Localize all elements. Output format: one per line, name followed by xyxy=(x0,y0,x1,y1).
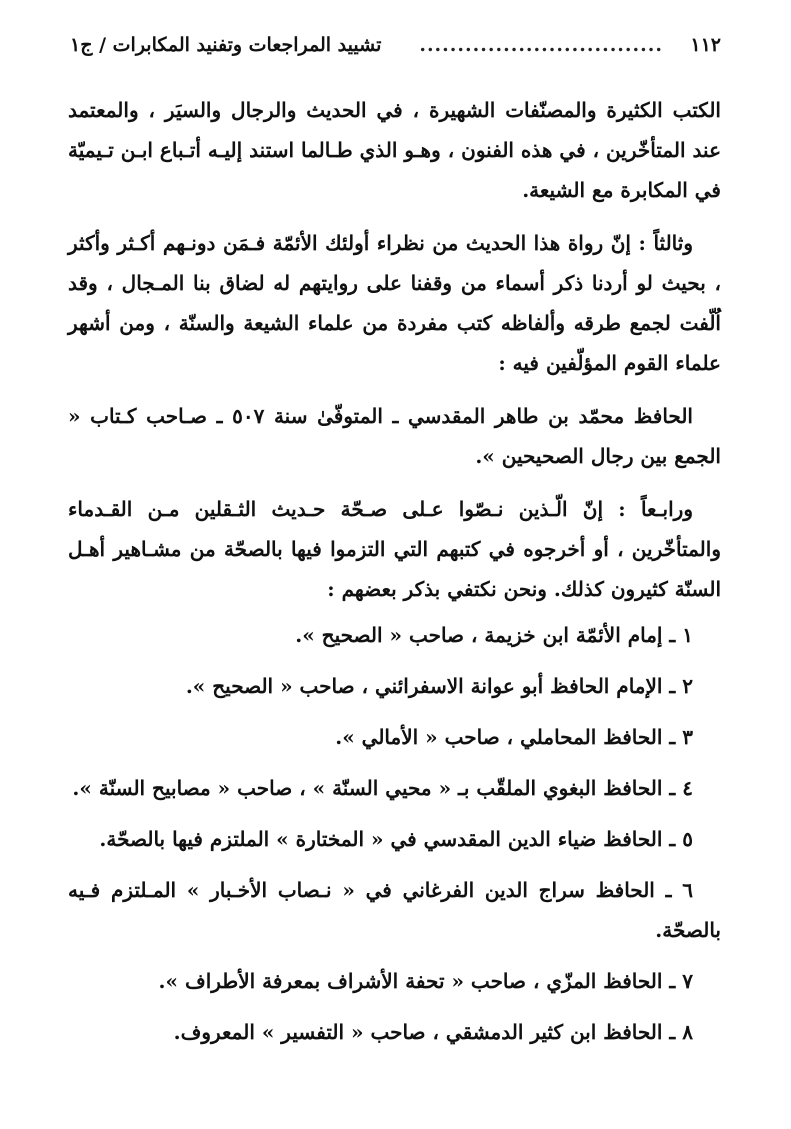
header-dot-leader: ................................ xyxy=(419,34,663,56)
page-body xyxy=(68,90,721,1058)
book-title: تشييد المراجعات وتفنيد المكابرات / ج١ xyxy=(70,34,382,56)
list-item: ٨ ـ الحافظ ابن كثير الدمشقي ، صاحب « التفسير » المعروف. xyxy=(173,1020,693,1044)
list-item: ٥ ـ الحافظ ضياء الدين المقدسي في « المختارة » الملتزم فيها بالصحّة. xyxy=(99,827,693,851)
list-item: ١ ـ إمام الأئمّة ابن خزيمة ، صاحب « الصحيح ». xyxy=(295,623,693,647)
paragraph-thirdly: وثالثاً : إنّ رواة هذا الحديث من نظراء أولئك الأئمّة فـمَن دونـهم أكـثر وأكثر ، بحيث لو أردنا ذكر أسماء من وقفنا على روايتهم له لضاق بنا المـجال ، وقد اُلّفت لجمع طرقه وألفاظه كتب مفردة من علماء الشيعة والسنّة ، ومن أشهر علماء القوم المؤلّفين فيه : xyxy=(68,231,721,375)
paragraph-continuation: الكتب الكثيرة والمصنّفات الشهيرة ، في الحديث والرجال والسيَر ، والمعتمد عند المتأخّرين ، في هذه الفنون ، وهـو الذي طـالما استند إليـه أتـباع ابـن تـيميّة في المكابرة مع الشيعة. xyxy=(68,98,721,202)
page-number: ١١٢ xyxy=(690,34,721,56)
list-item: ٧ ـ الحافظ المزّي ، صاحب « تحفة الأشراف بمعرفة الأطراف ». xyxy=(158,969,693,993)
paragraph-fourthly: ورابـعاً : إنّ الّـذين نـصّوا عـلى صـحّة حـديث الثـقلين مـن القـدماء والمتأخّرين ، أو أخرجوه في كتبهم التي التزموا فيها بالصحّة من مشـاهير أهـل السنّة كثيرون كذلك. ونحن نكتفي بذكر بعضهم : xyxy=(68,497,721,601)
list-item: ٤ ـ الحافظ البغوي الملقّب بـ « محيي السنّة » ، صاحب « مصابيح السنّة ». xyxy=(72,776,693,800)
list-item: ٦ ـ الحافظ سراج الدين الفرغاني في « نـصاب الأخـبار » المـلتزم فـيه بالصحّة. xyxy=(68,878,721,942)
list-item: ٢ ـ الإمام الحافظ أبو عوانة الاسفرائني ، صاحب « الصحيح ». xyxy=(185,674,693,698)
list-item: ٣ ـ الحافظ المحاملي ، صاحب « الأمالي ». xyxy=(335,725,693,749)
running-header xyxy=(70,28,721,62)
paragraph-ibn-tahir: الحافظ محمّد بن طاهر المقدسي ـ المتوفّىٰ سنة ٥٠٧ ـ صـاحب كـتاب « الجمع بين رجال الصحيحين ». xyxy=(68,404,721,468)
